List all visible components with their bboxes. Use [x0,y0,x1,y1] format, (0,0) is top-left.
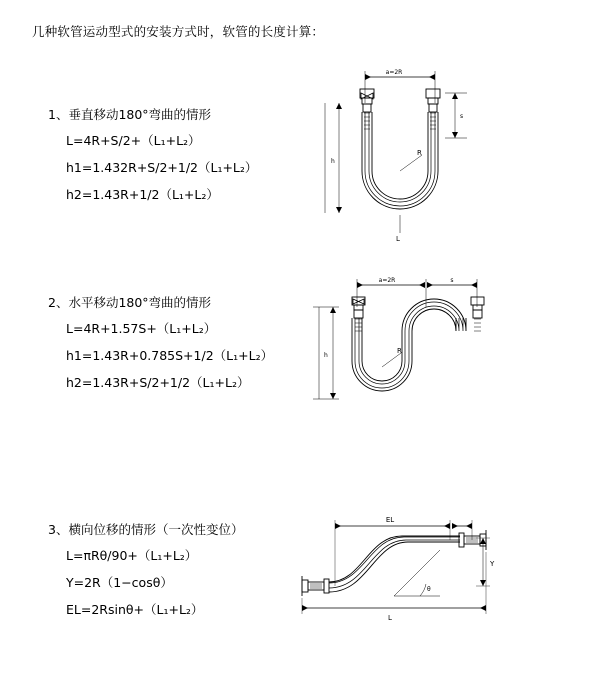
figure-2-label-radius: R [397,347,402,355]
figure-3-label-y: Y [490,560,495,568]
figure-1-label-top: a=2R [385,69,403,76]
figure-2-label-left: h [324,352,328,359]
section-1-formula-3: h2=1.43R+1/2（L₁+L₂） [66,187,219,202]
section-1-text [48,105,328,212]
figure-1-label-bottom: L [396,235,400,243]
figure-vertical-180 [305,63,485,263]
section-2-formula-3: h2=1.43R+S/2+1/2（L₁+L₂） [66,375,250,390]
figure-2-label-top-right: s [450,277,454,284]
figure-3-label-top: EL [385,516,395,524]
section-3-title: 3、横向位移的情形（一次性变位） [48,522,244,537]
section-2-text [48,293,328,400]
section-2-formula-2: h1=1.43R+0.785S+1/2（L₁+L₂） [66,348,274,363]
section-2-title: 2、水平移动180°弯曲的情形 [48,295,212,310]
figure-horizontal-180 [305,271,505,441]
figure-1-label-right: s [460,113,464,120]
section-3-formula-2: Y=2R（1−cosθ） [66,575,173,590]
section-3-text [48,520,328,627]
figure-3-label-angle: θ [427,586,431,593]
section-1-formula-1: L=4R+S/2+（L₁+L₂） [66,133,201,148]
intro-text: 几种软管运动型式的安装方式时，软管的长度计算： [32,24,325,39]
section-2-formula-1: L=4R+1.57S+（L₁+L₂） [66,321,217,336]
figure-2-label-top-left: a=2R [378,277,396,284]
section-1-formula-2: h1=1.432R+S/2+1/2（L₁+L₂） [66,160,258,175]
figure-1-label-radius: R [417,149,422,157]
figure-1-label-left: h [331,158,335,165]
section-1-title: 1、垂直移动180°弯曲的情形 [48,107,212,122]
section-3-formula-1: L=πRθ/90+（L₁+L₂） [66,548,198,563]
section-3-formula-3: EL=2Rsinθ+（L₁+L₂） [66,602,204,617]
figure-3-label-bottom: L [388,614,392,622]
figure-lateral-offset [290,508,500,638]
